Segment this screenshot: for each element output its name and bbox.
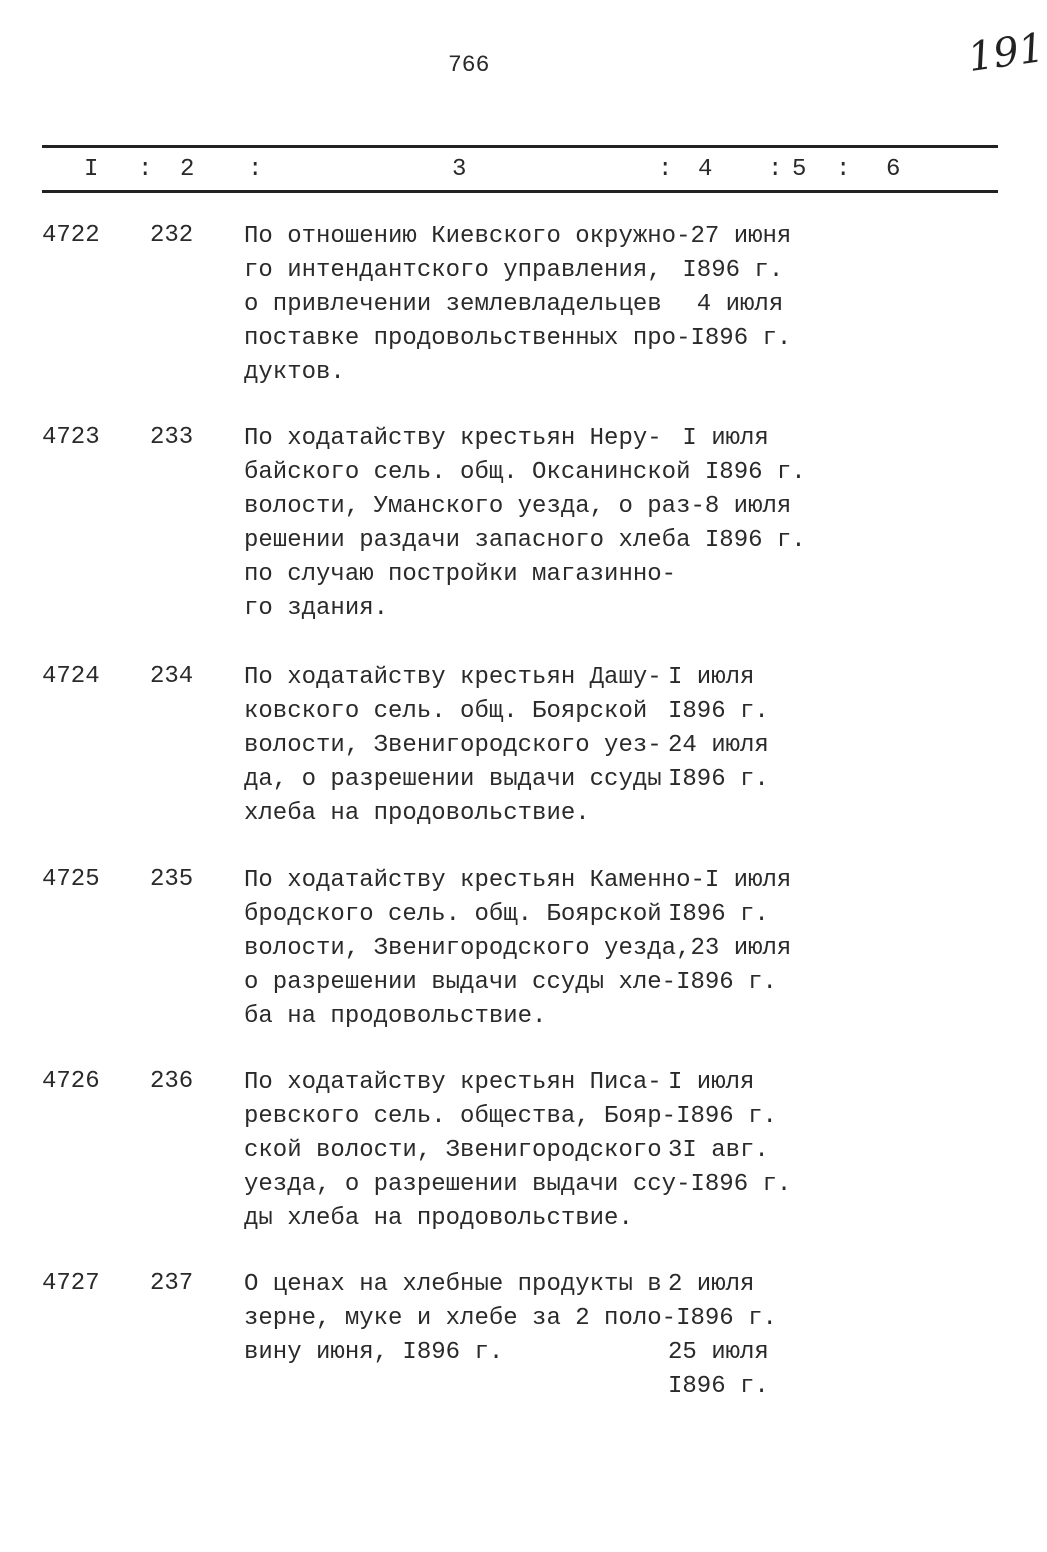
entry-description-line: зерне, муке и хлебе за 2 поло- — [244, 1305, 677, 1332]
entry-line — [244, 256, 791, 290]
entry-line — [244, 1068, 791, 1102]
entry-sub-number: 234 — [150, 663, 194, 690]
header-sep: : — [248, 156, 263, 183]
entry-date: I896 г. — [690, 1171, 792, 1198]
entry-description-line: По ходатайству крестьян Писа- — [244, 1069, 662, 1096]
header-sep: : — [138, 156, 153, 183]
entry-description-line: байского сель. общ. Оксанинской — [244, 459, 691, 486]
entry-number: 4724 — [42, 663, 100, 690]
entry-date: I896 г. — [676, 969, 777, 996]
header-sep: : — [836, 156, 851, 183]
header-sep: : — [768, 156, 783, 183]
entry-line — [244, 492, 806, 526]
entry-description-line: волости, Уманского уезда, о раз- — [244, 493, 705, 520]
entry-line — [244, 968, 791, 1002]
entry-line — [244, 1002, 791, 1036]
entry-description-line: волости, Звенигородского уез- — [244, 732, 662, 759]
entry-description-line: хлеба на продовольствие. — [244, 800, 590, 827]
entry-sub-number: 236 — [150, 1068, 194, 1095]
entry-line — [244, 1136, 791, 1170]
entry-description-line: По ходатайству крестьян Каменно- — [244, 867, 705, 894]
entry-date: I896 г. — [668, 257, 784, 284]
entry-line — [244, 866, 791, 900]
entry-line — [244, 1372, 777, 1406]
entry-description-line: о привлечении землевладельцев — [244, 291, 662, 318]
header-col-2: 2 — [180, 156, 195, 183]
entry-description-line: го здания. — [244, 595, 389, 622]
entry-description-line: ды хлеба на продовольствие. — [244, 1205, 633, 1232]
entry-number: 4722 — [42, 222, 100, 249]
entry-line — [244, 1102, 791, 1136]
header-top-rule — [42, 145, 998, 148]
entry-sub-number: 237 — [150, 1270, 194, 1297]
entry-date: I896 г. — [690, 459, 806, 486]
entry-description-line: ба на продовольствие. — [244, 1003, 547, 1030]
entry-date: 8 июля — [704, 493, 792, 520]
entry-number: 4727 — [42, 1270, 100, 1297]
entry-description-line: по случаю постройки магазинно- — [244, 561, 677, 588]
entry-number: 4725 — [42, 866, 100, 893]
handwritten-folio-number: 191 — [965, 24, 1047, 82]
entry-date: I896 г. — [668, 766, 769, 793]
entry-description-line: поставке продовольственных про- — [244, 325, 691, 352]
entry-line — [244, 697, 769, 731]
entry-number: 4726 — [42, 1068, 100, 1095]
entry-date: I896 г. — [668, 901, 769, 928]
entry-line — [244, 663, 769, 697]
entry-line — [244, 358, 791, 392]
entry-date: I июля — [668, 425, 769, 452]
entry-description-line: По отношению Киевского окружно- — [244, 223, 691, 250]
entry-line — [244, 900, 791, 934]
entry-description-line: волости, Звенигородского уезда, — [244, 935, 691, 962]
entry-date: I896 г. — [676, 1305, 777, 1332]
entry-text — [244, 663, 769, 833]
entry-description-line: го интендантского управления, — [244, 257, 662, 284]
entry-line — [244, 1204, 791, 1238]
entry-sub-number: 232 — [150, 222, 194, 249]
entry-sub-number: 233 — [150, 424, 194, 451]
entry-text — [244, 1270, 777, 1406]
entry-date: 27 июня — [690, 223, 792, 250]
entry-text — [244, 424, 806, 628]
entry-date: I июля — [704, 867, 792, 894]
entry-line — [244, 324, 791, 358]
entry-line — [244, 458, 806, 492]
entry-date: I896 г. — [690, 325, 792, 352]
entry-description-line: о разрешении выдачи ссуды хле- — [244, 969, 677, 996]
entry-description-line: да, о разрешении выдачи ссуды — [244, 766, 662, 793]
entry-date: I июля — [668, 1069, 755, 1096]
entry-date: I896 г. — [668, 1373, 769, 1400]
entry-date: I896 г. — [690, 527, 806, 554]
entry-description-line: бродского сель. общ. Боярской — [244, 901, 662, 928]
entry-line — [244, 1170, 791, 1204]
entry-date: 23 июля — [690, 935, 792, 962]
entry-line — [244, 934, 791, 968]
entry-text — [244, 222, 791, 392]
entry-line — [244, 731, 769, 765]
entry-sub-number: 235 — [150, 866, 194, 893]
entry-line — [244, 1270, 777, 1304]
entry-text — [244, 866, 791, 1036]
entry-description-line: ской волости, Звенигородского — [244, 1137, 662, 1164]
entry-description-line: О ценах на хлебные продукты в — [244, 1271, 662, 1298]
entry-description-line: вину июня, I896 г. — [244, 1339, 504, 1366]
header-col-6: 6 — [886, 156, 901, 183]
entry-date: 25 июля — [668, 1339, 769, 1366]
entry-line — [244, 222, 791, 256]
entry-date: I июля — [668, 664, 755, 691]
entry-line — [244, 1304, 777, 1338]
entry-description-line: По ходатайству крестьян Неру- — [244, 425, 662, 452]
entry-description-line: уезда, о разрешении выдачи ссу- — [244, 1171, 691, 1198]
entry-line — [244, 765, 769, 799]
entry-description-line: ковского сель. общ. Боярской — [244, 698, 648, 725]
header-sep: : — [658, 156, 673, 183]
entry-date: I896 г. — [676, 1103, 777, 1130]
entry-description-line: ревского сель. общества, Бояр- — [244, 1103, 677, 1130]
entry-date: 24 июля — [668, 732, 769, 759]
entry-line — [244, 526, 806, 560]
entry-date: I896 г. — [668, 698, 769, 725]
entry-description-line: дуктов. — [244, 359, 345, 386]
entry-description-line: решении раздачи запасного хлеба — [244, 527, 691, 554]
entry-line — [244, 290, 791, 324]
entry-date: 4 июля — [668, 291, 784, 318]
entry-line — [244, 594, 806, 628]
entry-date: 3I авг. — [668, 1137, 769, 1164]
entry-text — [244, 1068, 791, 1238]
header-col-5: 5 — [792, 156, 807, 183]
header-col-4: 4 — [698, 156, 713, 183]
entry-number: 4723 — [42, 424, 100, 451]
entry-line — [244, 799, 769, 833]
page-number: 766 — [448, 52, 490, 78]
entry-line — [244, 560, 806, 594]
entry-description-line — [244, 1372, 668, 1406]
header-col-1: I — [84, 156, 99, 183]
entry-description-line: По ходатайству крестьян Дашу- — [244, 664, 662, 691]
entry-line — [244, 424, 806, 458]
entry-line — [244, 1338, 777, 1372]
header-col-3: 3 — [452, 156, 467, 183]
header-bottom-rule — [42, 190, 998, 193]
entry-date: 2 июля — [668, 1271, 755, 1298]
